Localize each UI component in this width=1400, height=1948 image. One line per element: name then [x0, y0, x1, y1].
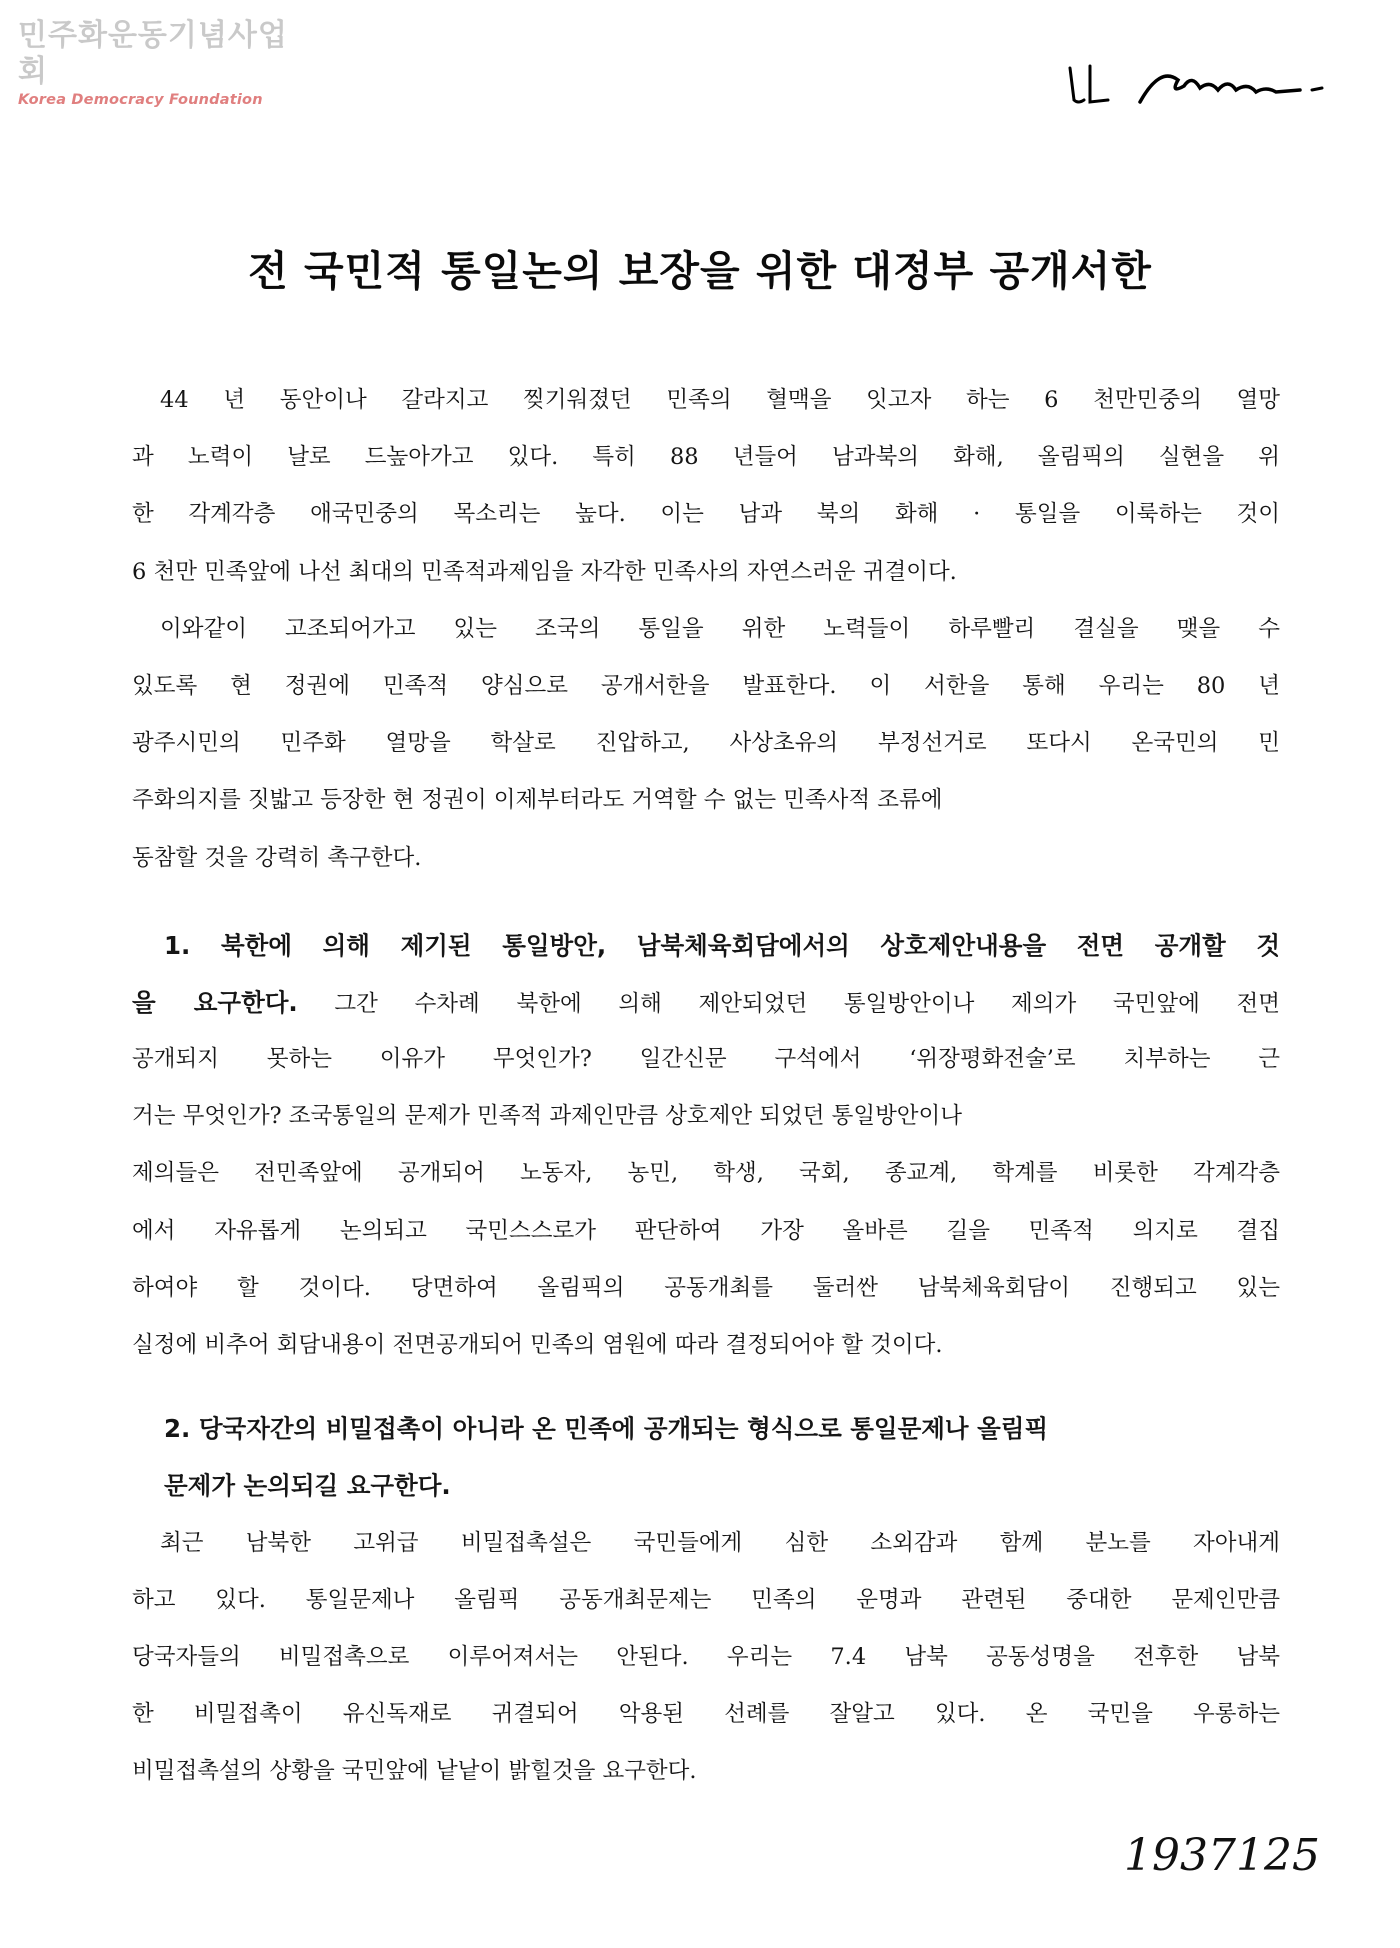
section2-line: 최근 남북한 고위급 비밀접촉설은 국민들에게 심한 소외감과 함께 분노를 자아내게 [160, 1529, 1280, 1556]
section1-heading: 1. 북한에 의해 제기된 통일방안, 남북체육회담에서의 상호제안내용을 전면 공개할 것 [164, 930, 1280, 960]
intro-line: 동참할 것을 강력히 촉구한다. [132, 844, 422, 871]
section1-line: 에서 자유롭게 논의되고 국민스스로가 판단하여 가장 올바른 길을 민족적 의지로 결집 [132, 1217, 1280, 1244]
intro-line: 6 천만 민족앞에 나선 최대의 민족적과제임을 자각한 민족사의 자연스러운 귀결이다. [132, 558, 957, 585]
section2-line: 당국자들의 비밀접촉으로 이루어져서는 안된다. 우리는 7.4 남북 공동성명을 전후한 남북 [132, 1643, 1280, 1670]
watermark-korean: 민주화운동기념사업회 [18, 18, 288, 89]
section2-line: 비밀접촉설의 상황을 국민앞에 낱낱이 밝힐것을 요구한다. [132, 1758, 697, 1785]
section1-line: 실정에 비추어 회담내용이 전면공개되어 민족의 염원에 따라 결정되어야 할 것이다. [132, 1332, 943, 1358]
watermark-english: Korea Democracy Foundation [18, 92, 263, 108]
intro-line: 과 노력이 날로 드높아가고 있다. 특히 88 년들어 남과북의 화해, 올림픽의 실현을 위 [132, 444, 1280, 471]
section1-line: 하여야 할 것이다. 당면하여 올림픽의 공동개최를 둘러싼 남북체육회담이 진행되고 있는 [132, 1274, 1280, 1301]
section2-line: 한 비밀접촉이 유신독재로 귀결되어 악용된 선례를 잘알고 있다. 온 국민을 우롱하는 [132, 1701, 1280, 1728]
intro-line: 이와같이 고조되어가고 있는 조국의 통일을 위한 노력들이 하루빨리 결실을 맺을 수 [160, 615, 1280, 642]
foundation-watermark [18, 18, 298, 108]
document-title: 전 국민적 통일논의 보장을 위한 대정부 공개서한 [248, 247, 1152, 295]
section1-heading-end: 을 요구한다. [132, 987, 298, 1017]
section2-heading: 2. 당국자간의 비밀접촉이 아니라 온 민족에 공개되는 형식으로 통일문제나 올림픽 [164, 1414, 1049, 1444]
section2-heading-continued: 문제가 논의되길 요구한다. [164, 1471, 451, 1501]
intro-line: 한 각계각층 애국민중의 목소리는 높다. 이는 남과 북의 화해 · 통일을 이룩하는 것이 [132, 501, 1280, 528]
section1-heading-continued [132, 974, 1280, 1031]
section1-line: 제의들은 전민족앞에 공개되어 노동자, 농민, 학생, 국회, 종교계, 학계를 비롯한 각계각층 [132, 1160, 1280, 1187]
intro-line: 주화의지를 짓밟고 등장한 현 정권이 이제부터라도 거역할 수 없는 민족사적 조류에 [132, 787, 943, 814]
spacer [132, 1374, 1280, 1400]
bottom-number-text: 1937125 [1124, 1830, 1320, 1881]
handwritten-number-bottom [1120, 1820, 1320, 1890]
intro-line: 44 년 동안이나 갈라지고 찢기워졌던 민족의 혈맥을 잇고자 하는 6 천만민중의 열망 [160, 387, 1280, 413]
spacer [132, 887, 1280, 917]
section1-text-start: 그간 수차례 북한에 의해 제안되었던 통일방안이나 제의가 국민앞에 전면 [297, 990, 1281, 1017]
intro-line: 있도록 현 정권에 민족적 양심으로 공개서한을 발표한다. 이 서한을 통해 우리는 80 년 [132, 672, 1280, 699]
section1-line: 공개되지 못하는 이유가 무엇인가? 일간신문 구석에서 ‘위장평화전술’로 치부하는 근 [132, 1046, 1280, 1073]
document-body [132, 372, 1280, 1801]
section2-line: 하고 있다. 통일문제나 올림픽 공동개최문제는 민족의 운명과 관련된 중대한 문제인만큼 [132, 1586, 1280, 1613]
intro-line: 광주시민의 민주화 열망을 학살로 진압하고, 사상초유의 부정선거로 또다시 온국민의 민 [132, 730, 1280, 757]
section1-line: 거는 무엇인가? 조국통일의 문제가 민족적 과제인만큼 상호제안 되었던 통일방안이나 [132, 1103, 963, 1130]
handwritten-mark-top [1060, 60, 1340, 120]
